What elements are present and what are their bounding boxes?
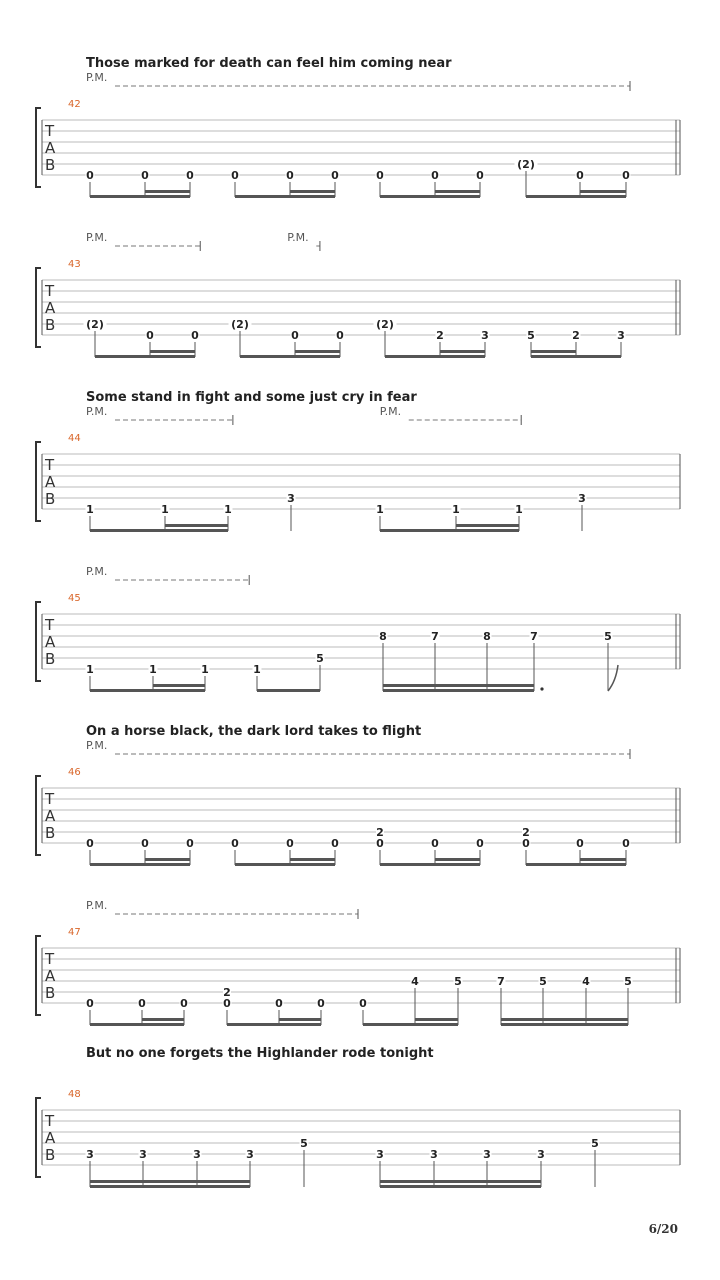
fret-number: 0 [576, 169, 584, 182]
tab-note [522, 826, 531, 865]
fret-number: 0 [146, 329, 154, 342]
beam-primary [257, 689, 320, 692]
measure-number: 42 [68, 99, 81, 110]
beam-secondary [501, 1018, 628, 1021]
fret-number: 3 [86, 1148, 94, 1161]
fret-number: 0 [576, 837, 584, 850]
system-bracket [36, 1098, 41, 1177]
fret-number: 5 [454, 975, 462, 988]
beam-primary [90, 863, 190, 866]
tab-note [530, 630, 539, 691]
fret-number: 0 [138, 997, 146, 1010]
tab-note [86, 169, 95, 197]
beam-secondary [153, 684, 205, 687]
beam-secondary [380, 1180, 541, 1183]
fret-number: 0 [86, 169, 94, 182]
fret-number: 2 [436, 329, 444, 342]
fret-number: 1 [452, 503, 460, 516]
fret-number: 0 [86, 997, 94, 1010]
tab-note [316, 652, 325, 691]
fret-number: 8 [483, 630, 491, 643]
staff-system-42 [36, 56, 680, 198]
palm-mute-label: P.M. [86, 739, 108, 752]
beam-primary [90, 529, 228, 532]
palm-mute-marking [86, 231, 200, 251]
fret-number: 0 [191, 329, 199, 342]
page-number: 6/20 [648, 1222, 678, 1236]
fret-number: 3 [376, 1148, 384, 1161]
lyric-line: Those marked for death can feel him coming near [86, 56, 452, 71]
tab-clef-letter: A [45, 633, 56, 651]
tab-clef-letter: T [45, 616, 55, 634]
beam-primary [380, 529, 519, 532]
tab-clef-letter: A [45, 807, 56, 825]
palm-mute-marking [86, 71, 630, 91]
tab-clef-letter: T [45, 122, 55, 140]
tab-note [604, 630, 613, 691]
measure-number: 48 [68, 1089, 81, 1100]
palm-mute-label: P.M. [86, 405, 108, 418]
tab-clef-letter: T [45, 282, 55, 300]
fret-number: 0 [141, 837, 149, 850]
fret-number: 3 [139, 1148, 147, 1161]
beam-primary [380, 1185, 541, 1188]
tab-note [582, 975, 591, 1025]
tab-clef-letter: B [45, 1146, 56, 1164]
beam-primary [235, 195, 335, 198]
palm-mute-label: P.M. [287, 231, 309, 244]
tab-note [497, 975, 506, 1025]
tab-note [539, 975, 548, 1025]
tab-clef-letter: A [45, 473, 56, 491]
lyric-line: But no one forgets the Highlander rode tonight [86, 1046, 434, 1061]
palm-mute-label: P.M. [86, 565, 108, 578]
fret-number: 3 [483, 1148, 491, 1161]
fret-number: 4 [582, 975, 590, 988]
measure-number: 46 [68, 767, 81, 778]
palm-mute-marking [86, 739, 630, 759]
fret-number: 0 [275, 997, 283, 1010]
measure-number: 44 [68, 433, 81, 444]
beam-secondary [531, 350, 576, 353]
tab-clef-letter: B [45, 490, 56, 508]
fret-number: 3 [287, 492, 295, 505]
beam-secondary [142, 1018, 184, 1021]
tab-note [231, 169, 240, 197]
tab-clef-letter: A [45, 139, 56, 157]
beam-secondary [580, 858, 626, 861]
tab-note [84, 318, 107, 357]
fret-number: 0 [376, 169, 384, 182]
tab-note [591, 1137, 600, 1187]
system-bracket [36, 268, 41, 347]
fret-number: 0 [622, 837, 630, 850]
fret-number: 2 [376, 826, 384, 839]
tab-note [231, 837, 240, 865]
beam-secondary [415, 1018, 458, 1021]
tab-note [617, 329, 626, 357]
measure-number: 43 [68, 259, 81, 270]
beam-primary [90, 689, 205, 692]
staff-system-48 [36, 1046, 680, 1188]
staff-system-46 [36, 724, 680, 866]
fret-number: 3 [481, 329, 489, 342]
staff-system-44 [36, 390, 680, 532]
beam-primary [90, 195, 190, 198]
staff-system-43 [36, 231, 680, 358]
beam-secondary [580, 190, 626, 193]
tab-clef-letter: B [45, 316, 56, 334]
beam-secondary [456, 524, 519, 527]
fret-number: 0 [186, 169, 194, 182]
tab-note [454, 975, 463, 1025]
tab-clef-letter: B [45, 824, 56, 842]
fret-number: 0 [522, 837, 530, 850]
tab-clef-letter: B [45, 156, 56, 174]
tab-note [431, 630, 440, 691]
fret-number: 3 [617, 329, 625, 342]
fret-number: 5 [527, 329, 535, 342]
beam-primary [385, 355, 485, 358]
beam-secondary [145, 190, 190, 193]
system-bracket [36, 108, 41, 187]
fret-number: 0 [317, 997, 325, 1010]
tab-note [624, 975, 633, 1025]
measure-number: 47 [68, 927, 81, 938]
dotted-rhythm [540, 687, 543, 690]
fret-number: 1 [515, 503, 523, 516]
fret-number: 5 [591, 1137, 599, 1150]
tab-note [287, 492, 296, 531]
fret-number: 2 [522, 826, 530, 839]
beam-primary [90, 1185, 250, 1188]
tab-clef-letter: A [45, 299, 56, 317]
fret-number: 1 [201, 663, 209, 676]
system-bracket [36, 442, 41, 521]
system-bracket [36, 776, 41, 855]
fret-number: 3 [430, 1148, 438, 1161]
palm-mute-label: P.M. [86, 899, 108, 912]
beam-primary [235, 863, 335, 866]
beam-secondary [290, 858, 335, 861]
beam-primary [501, 1023, 628, 1026]
fret-number: 0 [231, 169, 239, 182]
tab-note [374, 318, 397, 357]
tab-clef-letter: T [45, 790, 55, 808]
beam-primary [363, 1023, 458, 1026]
fret-number: 0 [286, 169, 294, 182]
fret-number: 5 [624, 975, 632, 988]
fret-number: 7 [431, 630, 439, 643]
system-bracket [36, 602, 41, 681]
tab-note [376, 169, 385, 197]
beam-secondary [383, 684, 534, 687]
tab-note [515, 158, 538, 197]
fret-number: 5 [316, 652, 324, 665]
beam-primary [383, 689, 534, 692]
tab-clef-letter: T [45, 950, 55, 968]
tab-note [359, 997, 368, 1025]
fret-number: 3 [537, 1148, 545, 1161]
tab-note [223, 986, 232, 1025]
palm-mute-label: P.M. [86, 71, 108, 84]
beam-secondary [150, 350, 195, 353]
tab-clef-letter: A [45, 1129, 56, 1147]
fret-number: 0 [431, 169, 439, 182]
fret-number: 5 [539, 975, 547, 988]
fret-number: 1 [224, 503, 232, 516]
fret-number: 1 [376, 503, 384, 516]
fret-number: 0 [331, 837, 339, 850]
lyric-line: On a horse black, the dark lord takes to flight [86, 724, 422, 739]
tab-note [300, 1137, 309, 1187]
beam-secondary [90, 1180, 250, 1183]
fret-number: (2) [86, 318, 104, 331]
tab-clef-letter: T [45, 1112, 55, 1130]
beam-primary [90, 1023, 184, 1026]
fret-number: 0 [186, 837, 194, 850]
tab-note [253, 663, 262, 691]
fret-number: 0 [223, 997, 231, 1010]
fret-number: 0 [476, 169, 484, 182]
beam-primary [526, 195, 626, 198]
fret-number: 4 [411, 975, 419, 988]
measure-number: 45 [68, 593, 81, 604]
fret-number: (2) [517, 158, 535, 171]
tab-note [376, 826, 385, 865]
tab-clef-letter: B [45, 984, 56, 1002]
palm-mute-marking [86, 565, 249, 585]
fret-number: (2) [231, 318, 249, 331]
beam-primary [380, 195, 480, 198]
beam-secondary [435, 190, 480, 193]
fret-number: 3 [246, 1148, 254, 1161]
beam-primary [531, 355, 621, 358]
beam-primary [240, 355, 340, 358]
fret-number: 0 [336, 329, 344, 342]
fret-number: 0 [376, 837, 384, 850]
fret-number: 5 [300, 1137, 308, 1150]
fret-number: 1 [86, 503, 94, 516]
tab-note [86, 837, 95, 865]
beam-secondary [145, 858, 190, 861]
fret-number: 1 [149, 663, 157, 676]
fret-number: 1 [253, 663, 261, 676]
palm-mute-marking [86, 405, 233, 425]
fret-number: 0 [291, 329, 299, 342]
beam-primary [526, 863, 626, 866]
fret-number: 0 [180, 997, 188, 1010]
tab-note [376, 503, 385, 531]
beam-secondary [295, 350, 340, 353]
systems-layer [36, 56, 680, 1188]
beam-primary [380, 863, 480, 866]
palm-mute-marking [287, 231, 320, 251]
beam-primary [227, 1023, 321, 1026]
tab-note [578, 492, 587, 531]
fret-number: 3 [578, 492, 586, 505]
tab-note [411, 975, 420, 1025]
fret-number: 0 [86, 837, 94, 850]
beam-secondary [165, 524, 228, 527]
fret-number: 7 [497, 975, 505, 988]
fret-number: 2 [223, 986, 231, 999]
fret-number: 2 [572, 329, 580, 342]
palm-mute-label: P.M. [86, 231, 108, 244]
fret-number: 8 [379, 630, 387, 643]
beam-secondary [290, 190, 335, 193]
fret-number: 0 [359, 997, 367, 1010]
staff-system-45 [36, 565, 680, 692]
fret-number: 7 [530, 630, 538, 643]
fret-number: 5 [604, 630, 612, 643]
fret-number: 3 [193, 1148, 201, 1161]
fret-number: 0 [622, 169, 630, 182]
beam-primary [95, 355, 195, 358]
tab-clef-letter: B [45, 650, 56, 668]
tab-clef-letter: A [45, 967, 56, 985]
system-bracket [36, 936, 41, 1015]
fret-number: (2) [376, 318, 394, 331]
fret-number: 0 [431, 837, 439, 850]
tab-note [86, 997, 95, 1025]
fret-number: 1 [161, 503, 169, 516]
tab-note [86, 503, 95, 531]
fret-number: 0 [141, 169, 149, 182]
palm-mute-marking [380, 405, 521, 425]
lyric-line: Some stand in fight and some just cry in fear [86, 390, 417, 405]
palm-mute-label: P.M. [379, 405, 402, 418]
tab-note [86, 663, 95, 691]
palm-mute-marking [86, 899, 358, 919]
tab-note [483, 630, 492, 691]
tab-clef-letter: T [45, 456, 55, 474]
fret-number: 1 [86, 663, 94, 676]
tab-note [229, 318, 252, 357]
tab-note [379, 630, 388, 691]
fret-number: 0 [286, 837, 294, 850]
fret-number: 0 [231, 837, 239, 850]
beam-secondary [279, 1018, 321, 1021]
beam-secondary [440, 350, 485, 353]
staff-system-47 [36, 899, 680, 1026]
fret-number: 0 [476, 837, 484, 850]
fret-number: 0 [331, 169, 339, 182]
beam-secondary [435, 858, 480, 861]
